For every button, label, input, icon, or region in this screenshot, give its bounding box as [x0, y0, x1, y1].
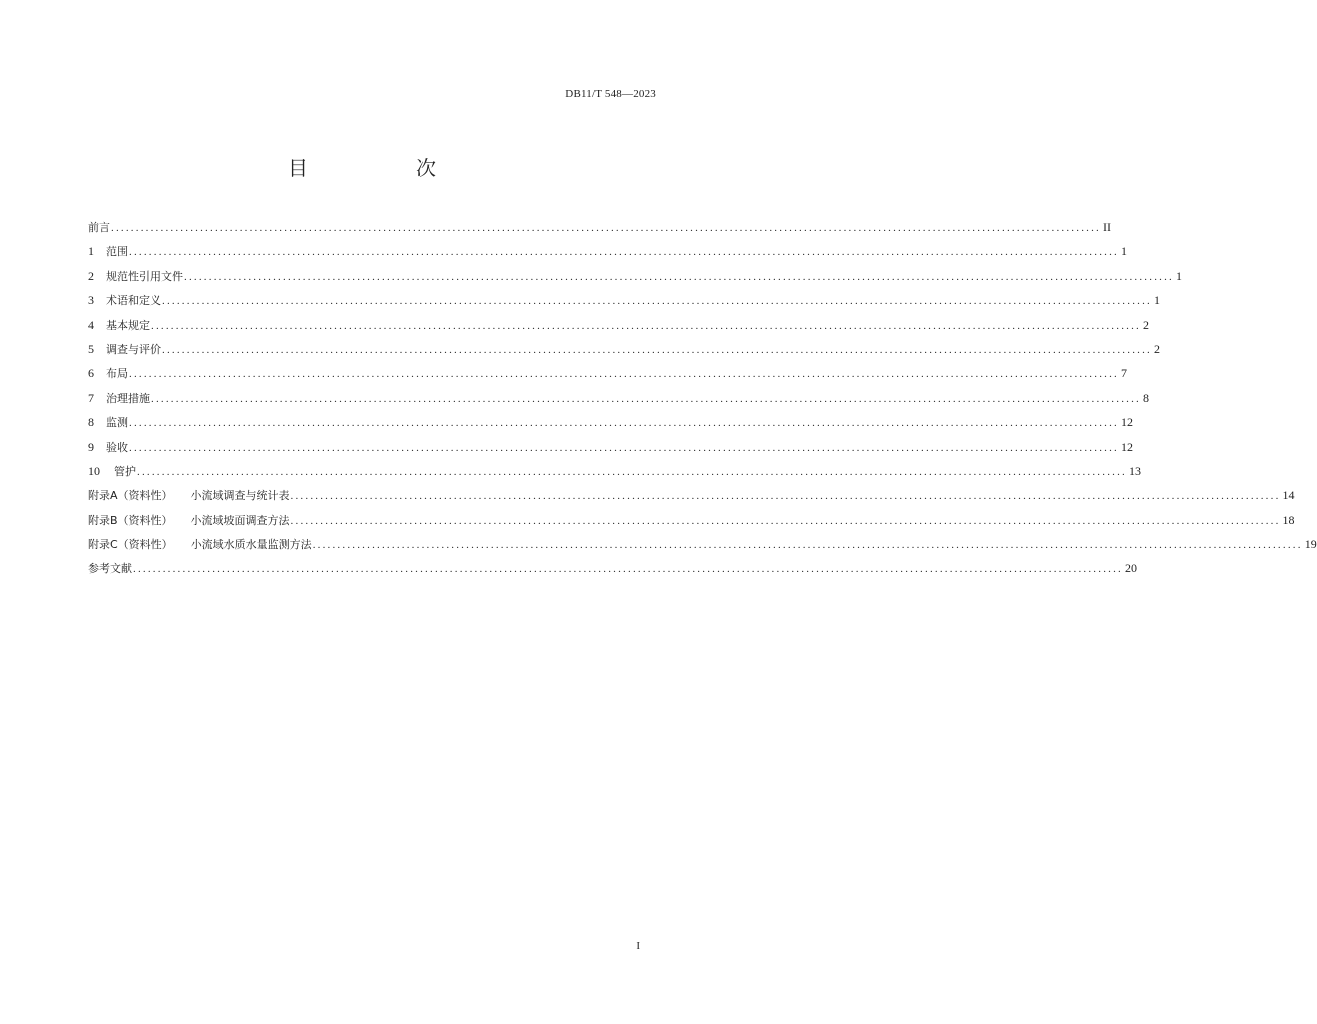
toc-entry-page: 7 — [1121, 366, 1127, 381]
toc-entry-label — [88, 438, 128, 457]
toc-leader-dots: ........................................................................................................................................................................................................ — [290, 490, 1281, 503]
toc-entry-number: 4 — [88, 317, 94, 332]
toc-entry-basic-provisions[interactable] — [88, 316, 1149, 340]
toc-entry-title: 调查与评价 — [106, 342, 161, 356]
toc-entry-number: 2 — [88, 268, 94, 283]
toc-entry-label — [88, 512, 290, 530]
toc-entry-title: 管护 — [114, 464, 136, 478]
toc-entry-appendix-a[interactable] — [88, 486, 1295, 510]
toc-leader-dots: ........................................................................................................................................................................................................ — [129, 417, 1119, 430]
toc-entry-label: 前言 — [88, 221, 110, 234]
toc-entry-label — [88, 316, 150, 335]
toc-entry-page: 1 — [1176, 268, 1182, 283]
page-number: I — [636, 940, 640, 952]
toc-entry-label — [88, 267, 183, 286]
toc-entry-bibliography[interactable] — [88, 559, 1137, 583]
toc-leader-dots: ........................................................................................................................................................................................................ — [151, 392, 1141, 405]
toc-entry-normative-references[interactable] — [88, 267, 1182, 291]
toc-entry-title: 基本规定 — [106, 318, 150, 332]
toc-entry-title: 验收 — [106, 440, 128, 454]
toc-entry-label — [88, 389, 150, 408]
toc-entry-label — [88, 291, 161, 310]
toc-entry-layout[interactable] — [88, 364, 1127, 388]
toc-entry-label: 参考文献 — [88, 562, 132, 576]
toc-leader-dots: ........................................................................................................................................................................................................ — [290, 514, 1281, 527]
toc-entry-monitoring[interactable] — [88, 413, 1133, 437]
toc-entry-title: 规范性引用文件 — [106, 269, 183, 283]
toc-leader-dots: ........................................................................................................................................................................................................ — [184, 270, 1174, 283]
toc-appendix-tag: 附录B（资料性） — [88, 513, 173, 527]
toc-leader-dots: ........................................................................................................................................................................................................ — [133, 563, 1123, 576]
toc-leader-dots: ........................................................................................................................................................................................................ — [162, 295, 1152, 308]
toc-entry-title: 小流域调查与统计表 — [190, 489, 290, 503]
toc-entry-label — [88, 242, 128, 261]
document-code: DB11/T 548—2023 — [565, 88, 656, 100]
table-of-contents — [88, 218, 1317, 584]
toc-entry-page: 13 — [1129, 463, 1141, 478]
toc-leader-dots: ........................................................................................................................................................................................................ — [129, 368, 1119, 381]
toc-appendix-tag: 附录A（资料性） — [88, 489, 173, 503]
toc-entry-title: 布局 — [106, 367, 128, 381]
toc-entry-appendix-c[interactable] — [88, 535, 1317, 559]
toc-entry-page: 2 — [1143, 317, 1149, 332]
toc-entry-page: 14 — [1282, 488, 1295, 503]
toc-entry-label — [88, 413, 128, 432]
toc-entry-page: 18 — [1282, 512, 1295, 527]
toc-entry-scope[interactable] — [88, 242, 1127, 266]
toc-entry-label — [88, 340, 161, 359]
toc-leader-dots: ........................................................................................................................................................................................................ — [162, 343, 1152, 356]
toc-entry-title: 小流域水质水量监测方法 — [190, 538, 312, 552]
toc-entry-number: 8 — [88, 415, 94, 430]
toc-leader-dots: ........................................................................................................................................................................................................ — [129, 246, 1119, 259]
toc-entry-title: 监测 — [106, 416, 128, 430]
toc-title: 目 次 — [288, 156, 480, 180]
toc-entry-label — [88, 364, 128, 383]
toc-entry-number: 9 — [88, 439, 94, 454]
toc-entry-label — [88, 487, 290, 505]
toc-entry-number: 1 — [88, 244, 94, 259]
toc-entry-page: II — [1103, 220, 1111, 234]
toc-entry-management[interactable] — [88, 462, 1141, 486]
toc-entry-appendix-b[interactable] — [88, 511, 1295, 535]
toc-entry-label — [88, 462, 136, 481]
toc-entry-foreword[interactable] — [88, 218, 1111, 242]
toc-leader-dots: ........................................................................................................................................................................................................ — [129, 441, 1119, 454]
toc-entry-number: 10 — [88, 463, 100, 478]
toc-entry-page: 19 — [1304, 537, 1317, 552]
toc-entry-acceptance[interactable] — [88, 438, 1133, 462]
toc-entry-number: 5 — [88, 341, 94, 356]
toc-entry-page: 12 — [1121, 415, 1133, 430]
toc-entry-title: 小流域坡面调查方法 — [190, 513, 290, 527]
toc-entry-title: 术语和定义 — [106, 294, 161, 308]
toc-leader-dots: ........................................................................................................................................................................................................ — [111, 222, 1101, 234]
toc-entry-treatment-measures[interactable] — [88, 389, 1149, 413]
toc-entry-number: 7 — [88, 390, 94, 405]
toc-leader-dots: ........................................................................................................................................................................................................ — [137, 465, 1127, 478]
toc-entry-title: 范围 — [106, 245, 128, 259]
toc-entry-label — [88, 536, 312, 554]
toc-entry-page: 1 — [1121, 244, 1127, 259]
toc-appendix-tag: 附录C（资料性） — [88, 538, 173, 552]
toc-entry-page: 8 — [1143, 390, 1149, 405]
toc-entry-page: 12 — [1121, 439, 1133, 454]
toc-entry-survey-evaluation[interactable] — [88, 340, 1160, 364]
toc-entry-number: 3 — [88, 293, 94, 308]
toc-leader-dots: ........................................................................................................................................................................................................ — [151, 319, 1141, 332]
toc-entry-terms-definitions[interactable] — [88, 291, 1160, 315]
toc-entry-page: 2 — [1154, 341, 1160, 356]
toc-entry-page: 1 — [1154, 293, 1160, 308]
toc-entry-number: 6 — [88, 366, 94, 381]
toc-leader-dots: ........................................................................................................................................................................................................ — [312, 539, 1303, 552]
toc-entry-title: 治理措施 — [106, 391, 150, 405]
toc-entry-page: 20 — [1125, 561, 1137, 576]
